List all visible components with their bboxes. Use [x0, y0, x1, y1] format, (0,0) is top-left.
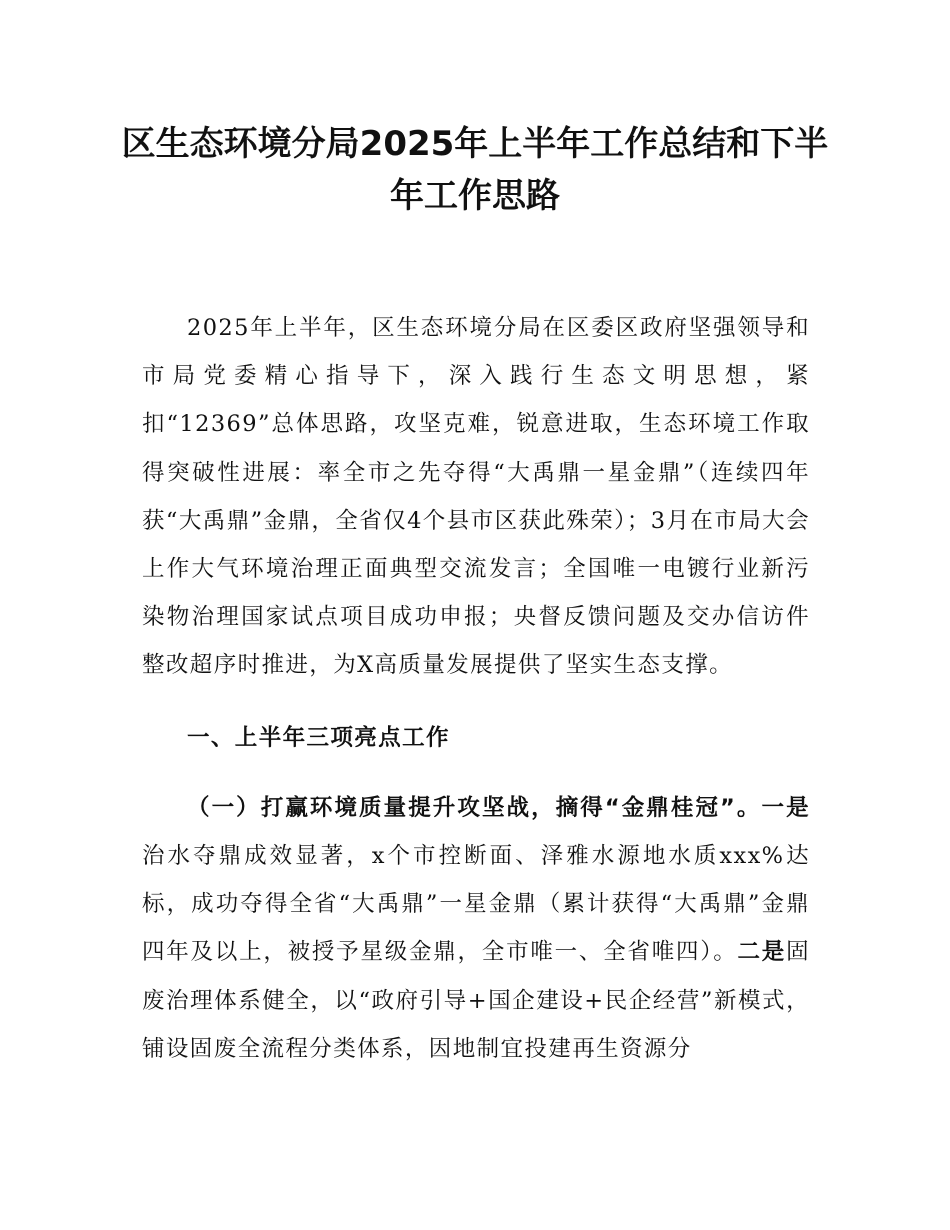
point-lead-2: 二是 — [737, 939, 787, 966]
point-text-2: 固废治理体系健全，以“政府引导+国企建设+民企经营”新模式，铺设固废全流程分类体系，因地制宜投建再生资源分 — [142, 939, 810, 1062]
section-heading: 一、上半年三项亮点工作 — [187, 724, 450, 751]
subsection-heading: （一）打赢环境质量提升攻坚战，摘得“金鼎桂冠”。 — [187, 794, 762, 821]
intro-paragraph: 2025年上半年，区生态环境分局在区委区政府坚强领导和市局党委精心指导下，深入践行生态文明思想，紧扣“12369”总体思路，攻坚克难，锐意进取，生态环境工作取得突破性进展：率全市之先夺得“大禹鼎一星金鼎”（连续四年获“大禹鼎”金鼎，全省仅4个县市区获此殊荣）；3月在市局大会上作大气环境治理正面典型交流发言；全国唯一电镀行业新污染物治理国家试点项目成功申报；央督反馈问题及交办信访件整改超序时推进，为X高质量发展提供了坚实生态支撑。 — [142, 315, 810, 679]
document-body — [142, 304, 810, 1073]
point-lead-1: 一是 — [761, 794, 810, 821]
document-title: 区生态环境分局2025年上半年工作总结和下半年工作思路 — [121, 124, 829, 216]
subsection-paragraph — [142, 784, 810, 1073]
point-text-1: 治水夺鼎成效显著，x个市控断面、泽雅水源地水质xxx%达标，成功夺得全省“大禹鼎”一星金鼎（累计获得“大禹鼎”金鼎四年及以上，被授予星级金鼎，全市唯一、全省唯四）。 — [142, 843, 810, 966]
